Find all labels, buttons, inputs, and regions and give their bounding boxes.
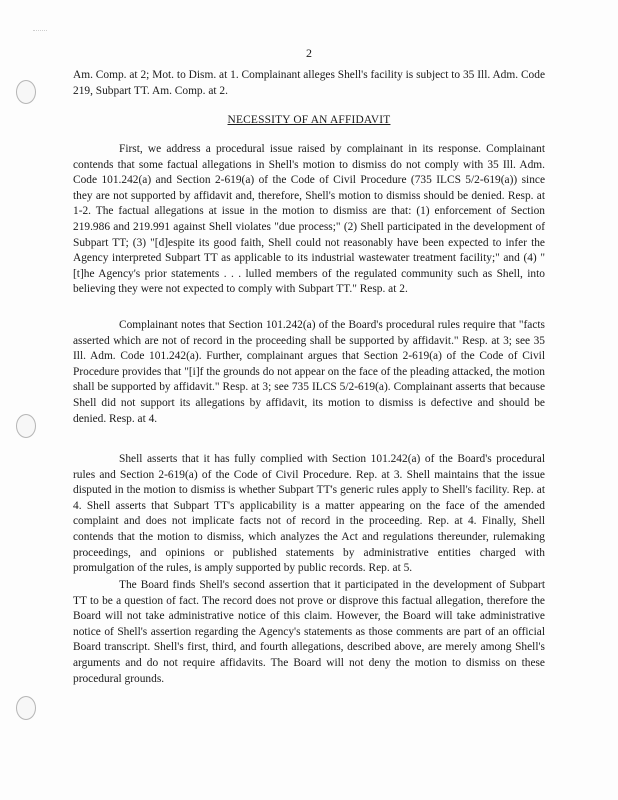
paragraph-board-finds: The Board finds Shell's second assertion that it participated in the development of Subpart TT to be a question of fact. The record does not prove or disprove this factual allegation, therefore the Board will not take administrative notice of this claim. However, the Board will take administrative notice of Shell's assertion regarding the Agency's statements as those comments are part of an official Board transcript. Shell's first, third, and fourth allegations, described above, are merely among Shell's arguments and do not require affidavits. The Board will not deny the motion to dismiss on these procedural grounds.: [73, 579, 545, 685]
paragraph-complainant-notes: Complainant notes that Section 101.242(a) of the Board's procedural rules require that "facts asserted which are not of record in the proceeding shall be supported by affidavit." Resp. at 3; see 35 Ill. Adm. Code 101.242(a). Further, complainant argues that Section 2-619(a) of the Code of Civil Procedure provides that "[i]f the grounds do not appear on the face of the pleading attacked, the motion shall be supported by affidavit." Resp. at 3; see 735 ILCS 5/2-619(a). Complainant asserts that because Shell did not support its allegations by affidavit, its motion to dismiss is defective and should be denied. Resp. at 4.: [73, 319, 545, 425]
section-heading: NECESSITY OF AN AFFIDAVIT: [227, 114, 391, 126]
punch-hole-bottom: [16, 696, 36, 720]
punch-hole-top: [16, 80, 36, 104]
paragraph-shell-asserts: Shell asserts that it has fully complied with Section 101.242(a) of the Board's procedural rules and Section 2-619(a) of the Code of Civil Procedure. Rep. at 3. Shell maintains that the issue disputed in the motion to dismiss is whether Subpart TT's generic rules apply to Shell's facility. Rep. at 4. Shell asserts that Subpart TT's applicability is a matter appearing on the face of the amended complaint and does not implicate facts not of record in the proceeding. Rep. at 4. Finally, Shell contends that the motion to dismiss, which analyzes the Act and regulations thereunder, rulemaking proceedings, and opinions or published statements by administrative entities charged with promulgation of the rules, is amply supported by public records. Rep. at 5.: [73, 453, 545, 575]
scan-speck: [33, 30, 47, 35]
paragraph-first: First, we address a procedural issue raised by complainant in its response. Complainant contends that some factual allegations in Shell's motion to dismiss do not comply with 35 Ill. Adm. Code 101.242(a) and Section 2-619(a) of the Code of Civil Procedure (735 ILCS 5/2-619(a)) since they are not supported by affidavit and, therefore, Shell's motion to dismiss should be denied. Resp. at 1-2. The factual allegations at issue in the motion to dismiss are that: (1) enforcement of Section 219.986 and 219.991 against Shell violates "due process;" (2) Shell participated in the development of Subpart TT; (3) "[d]espite its good faith, Shell could not reasonably have been expected to infer the Agency interpreted Subpart TT as applicable to its industrial wastewater treatment facility;" and (4) "[t]he Agency's prior statements . . . lulled members of the regulated community such as Shell, into believing they were not expected to comply with Subpart TT." Resp. at 2.: [73, 143, 545, 296]
punch-hole-middle: [16, 414, 36, 438]
intro-paragraph: Am. Comp. at 2; Mot. to Dism. at 1. Complainant alleges Shell's facility is subject to 35 Ill. Adm. Code 219, Subpart TT. Am. Comp. at 2.: [73, 69, 545, 97]
page-number: 2: [306, 46, 312, 60]
